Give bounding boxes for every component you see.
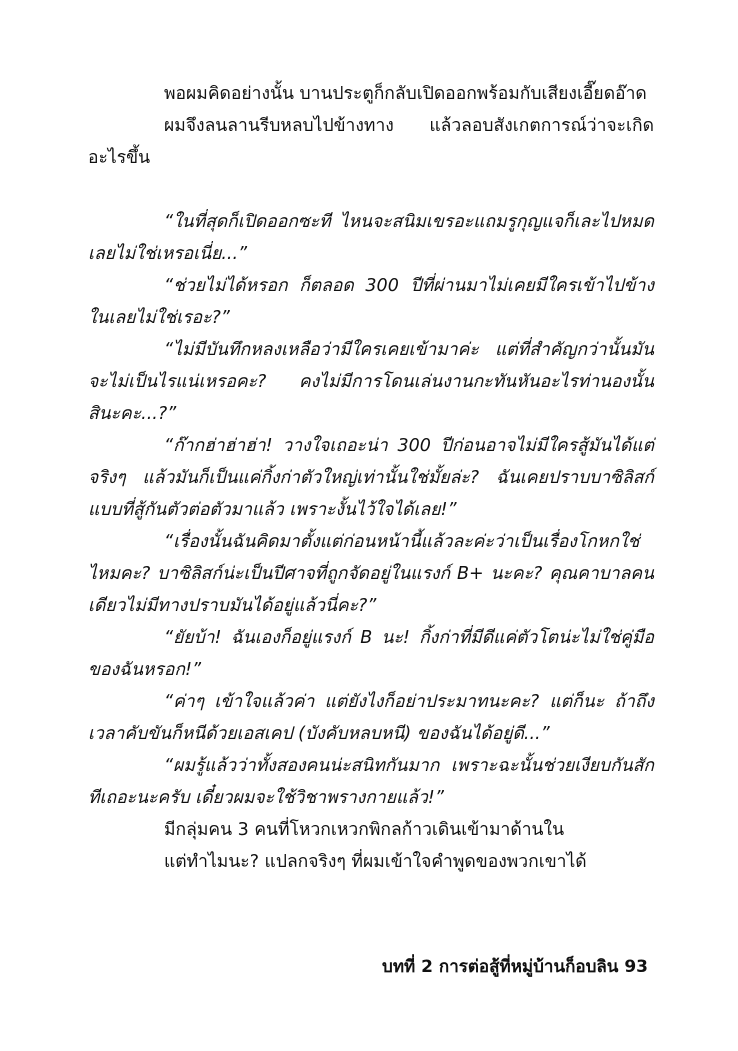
dialogue-paragraph: “ในที่สุดก็เปิดออกซะที ไหนจะสนิมเขรอะแถมรูกุญแจก็เละไปหมดเลยไม่ใช่เหรอเนี่ย...” (88, 212, 654, 264)
dialogue-paragraph: “ช่วยไม่ได้หรอก ก็ตลอด 300 ปีที่ผ่านมาไม่เคยมีใครเข้าไปข้างในเลยไม่ใช่เรอะ?” (88, 276, 654, 328)
narration-paragraph: แต่ทำไมนะ? แปลกจริงๆ ที่ผมเข้าใจคำพูดของพวกเขาได้ (164, 852, 587, 872)
running-footer: บทที่ 2 การต่อสู้ที่หมู่บ้านก็อบลิน 93 (382, 957, 648, 977)
body-text (88, 78, 654, 878)
dialogue-paragraph: “ค่าๆ เข้าใจแล้วค่า แต่ยังไงก็อย่าประมาทนะคะ? แต่ก็นะ ถ้าถึงเวลาคับขันก็หนีด้วยเอสเคป (บังคับหลบหนี) ของฉันได้อยู่ดี...” (88, 692, 654, 744)
dialogue-paragraph: “ไม่มีบันทึกหลงเหลือว่ามีใครเคยเข้ามาค่ะ แต่ที่สำคัญกว่านั้นมันจะไม่เป็นไรแน่เหรอคะ? คงไม่มีการโดนเล่นงานกะทันหันอะไรท่านองนั้นสินะคะ...?” (88, 340, 654, 424)
dialogue-paragraph: “ก๊ากฮ่าฮ่าฮ่า! วางใจเถอะน่า 300 ปีก่อนอาจไม่มีใครสู้มันได้แต่จริงๆ แล้วมันก็เป็นแค่กิ้งก่าตัวใหญ่เท่านั้นใช่มั้ยล่ะ? ฉันเคยปราบบาซิลิสก์แบบที่สู้กันตัวต่อตัวมาแล้ว เพราะงั้นไว้ใจได้เลย!” (88, 436, 654, 520)
dialogue-paragraph: “ผมรู้แล้วว่าทั้งสองคนน่ะสนิทกันมาก เพราะฉะนั้นช่วยเงียบกันสักทีเถอะนะครับ เดี๋ยวผมจะใช้วิชาพรางกายแล้ว!” (88, 756, 654, 808)
narration-paragraph: มีกลุ่มคน 3 คนที่โหวกเหวกพิกลก้าวเดินเข้ามาด้านใน (164, 820, 565, 840)
dialogue-paragraph: “เรื่องนั้นฉันคิดมาตั้งแต่ก่อนหน้านี้แล้วละค่ะว่าเป็นเรื่องโกหกใช่ไหมคะ? บาซิลิสก์น่ะเป็นปีศาจที่ถูกจัดอยู่ในแรงก์ B+ นะคะ? คุณคาบาลคนเดียวไม่มีทางปราบมันได้อยู่แล้วนี่คะ?” (88, 532, 654, 616)
narration-paragraph: พอผมคิดอย่างนั้น บานประตูก็กลับเปิดออกพร้อมกับเสียงเอี๊ยดอ๊าด (164, 84, 647, 104)
dialogue-paragraph: “ยัยบ้า! ฉันเองก็อยู่แรงก์ B นะ! กิ้งก่าที่มีดีแค่ตัวโตน่ะไม่ใช่คู่มือของฉันหรอก!” (88, 628, 654, 680)
narration-paragraph: ผมจึงลนลานรีบหลบไปข้างทาง แล้วลอบสังเกตการณ์ว่าจะเกิดอะไรขึ้น (88, 116, 654, 168)
